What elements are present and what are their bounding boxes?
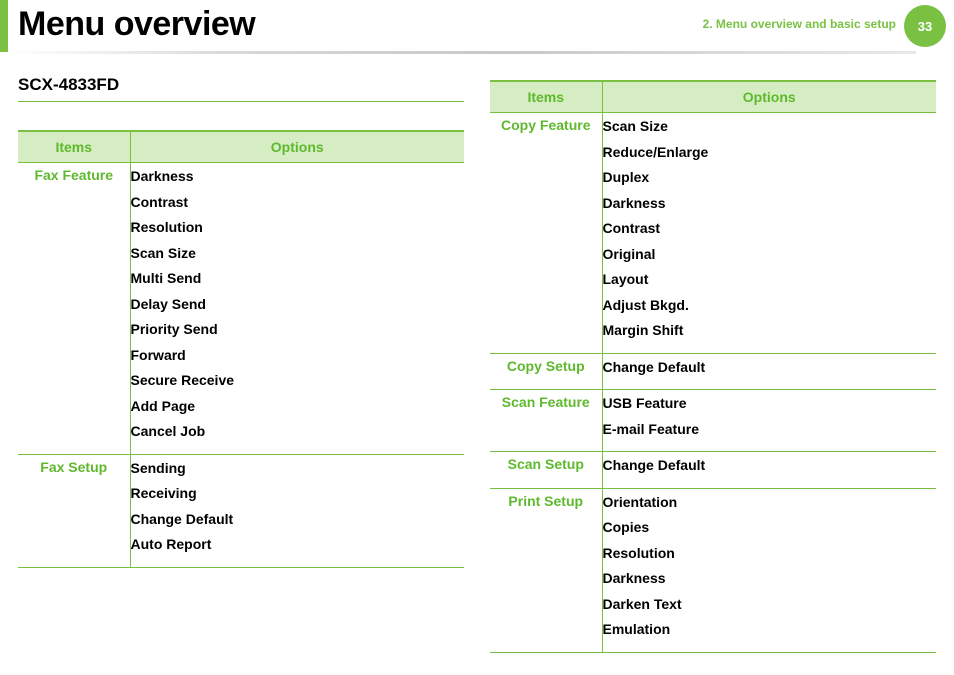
menu-option: Priority Send: [130, 321, 218, 337]
menu-option: Orientation: [602, 493, 678, 510]
menu-option: Cancel Job: [130, 423, 206, 439]
menu-options-cell: [602, 452, 936, 489]
menu-option: Darkness: [602, 194, 666, 211]
menu-item-name: Copy Feature: [490, 113, 602, 354]
menu-option: Duplex: [602, 169, 650, 185]
column-header-options: Options: [602, 81, 936, 113]
menu-option: Auto Report: [130, 536, 212, 552]
table-row: [490, 452, 936, 489]
menu-option: Layout: [602, 271, 649, 287]
menu-option: Darken Text: [602, 595, 682, 612]
menu-option: Change Default: [602, 457, 706, 473]
table-row: [18, 163, 464, 455]
menu-option: Emulation: [602, 621, 671, 637]
menu-option: Sending: [130, 459, 186, 476]
menu-options-cell: [602, 390, 936, 452]
column-header-items: Items: [490, 81, 602, 113]
menu-option: Delay Send: [130, 295, 206, 312]
menu-option: E-mail Feature: [602, 420, 699, 437]
table-row: [18, 454, 464, 567]
menu-options-cell: [602, 488, 936, 652]
column-header-items: Items: [18, 131, 130, 163]
menu-option: Contrast: [130, 193, 189, 210]
header-divider: [8, 51, 916, 54]
menu-item-name: Scan Feature: [490, 390, 602, 452]
menu-option: Scan Size: [602, 118, 668, 134]
menu-option: USB Feature: [602, 395, 687, 411]
menu-item-name: Fax Feature: [18, 163, 130, 455]
menu-options-cell: [602, 113, 936, 354]
menu-option: Contrast: [602, 220, 661, 236]
menu-option: Adjust Bkgd.: [602, 296, 689, 313]
menu-option: Resolution: [602, 544, 675, 561]
header-accent-bar: [0, 0, 8, 52]
menu-options-cell: [130, 454, 464, 567]
chapter-link[interactable]: 2. Menu overview and basic setup: [702, 17, 896, 31]
page-title: Menu overview: [18, 5, 256, 43]
menu-options-cell: [130, 163, 464, 455]
menu-table-left: [18, 130, 464, 568]
menu-option: Forward: [130, 346, 186, 363]
menu-option: Receiving: [130, 485, 197, 501]
menu-option: Add Page: [130, 397, 196, 414]
menu-option: Original: [602, 245, 656, 262]
menu-option: Darkness: [130, 168, 194, 184]
menu-option: Copies: [602, 519, 650, 535]
menu-option: Change Default: [130, 510, 234, 527]
menu-option: Reduce/Enlarge: [602, 143, 709, 160]
menu-option: Secure Receive: [130, 372, 235, 388]
menu-option: Margin Shift: [602, 322, 684, 338]
menu-item-name: Scan Setup: [490, 452, 602, 489]
table-row: [490, 113, 936, 354]
menu-item-name: Fax Setup: [18, 454, 130, 567]
menu-option: Resolution: [130, 219, 203, 235]
menu-item-name: Copy Setup: [490, 353, 602, 390]
table-row: [490, 390, 936, 452]
table-row: [490, 488, 936, 652]
page-number-badge: 33: [904, 5, 946, 47]
menu-option: Darkness: [602, 570, 666, 586]
table-row: [490, 353, 936, 390]
menu-item-name: Print Setup: [490, 488, 602, 652]
menu-options-cell: [602, 353, 936, 390]
model-heading: SCX-4833FD: [18, 75, 464, 102]
menu-option: Change Default: [602, 358, 706, 375]
menu-table-right: [490, 80, 936, 653]
menu-option: Multi Send: [130, 270, 202, 286]
column-header-options: Options: [130, 131, 464, 163]
menu-option: Scan Size: [130, 244, 196, 261]
